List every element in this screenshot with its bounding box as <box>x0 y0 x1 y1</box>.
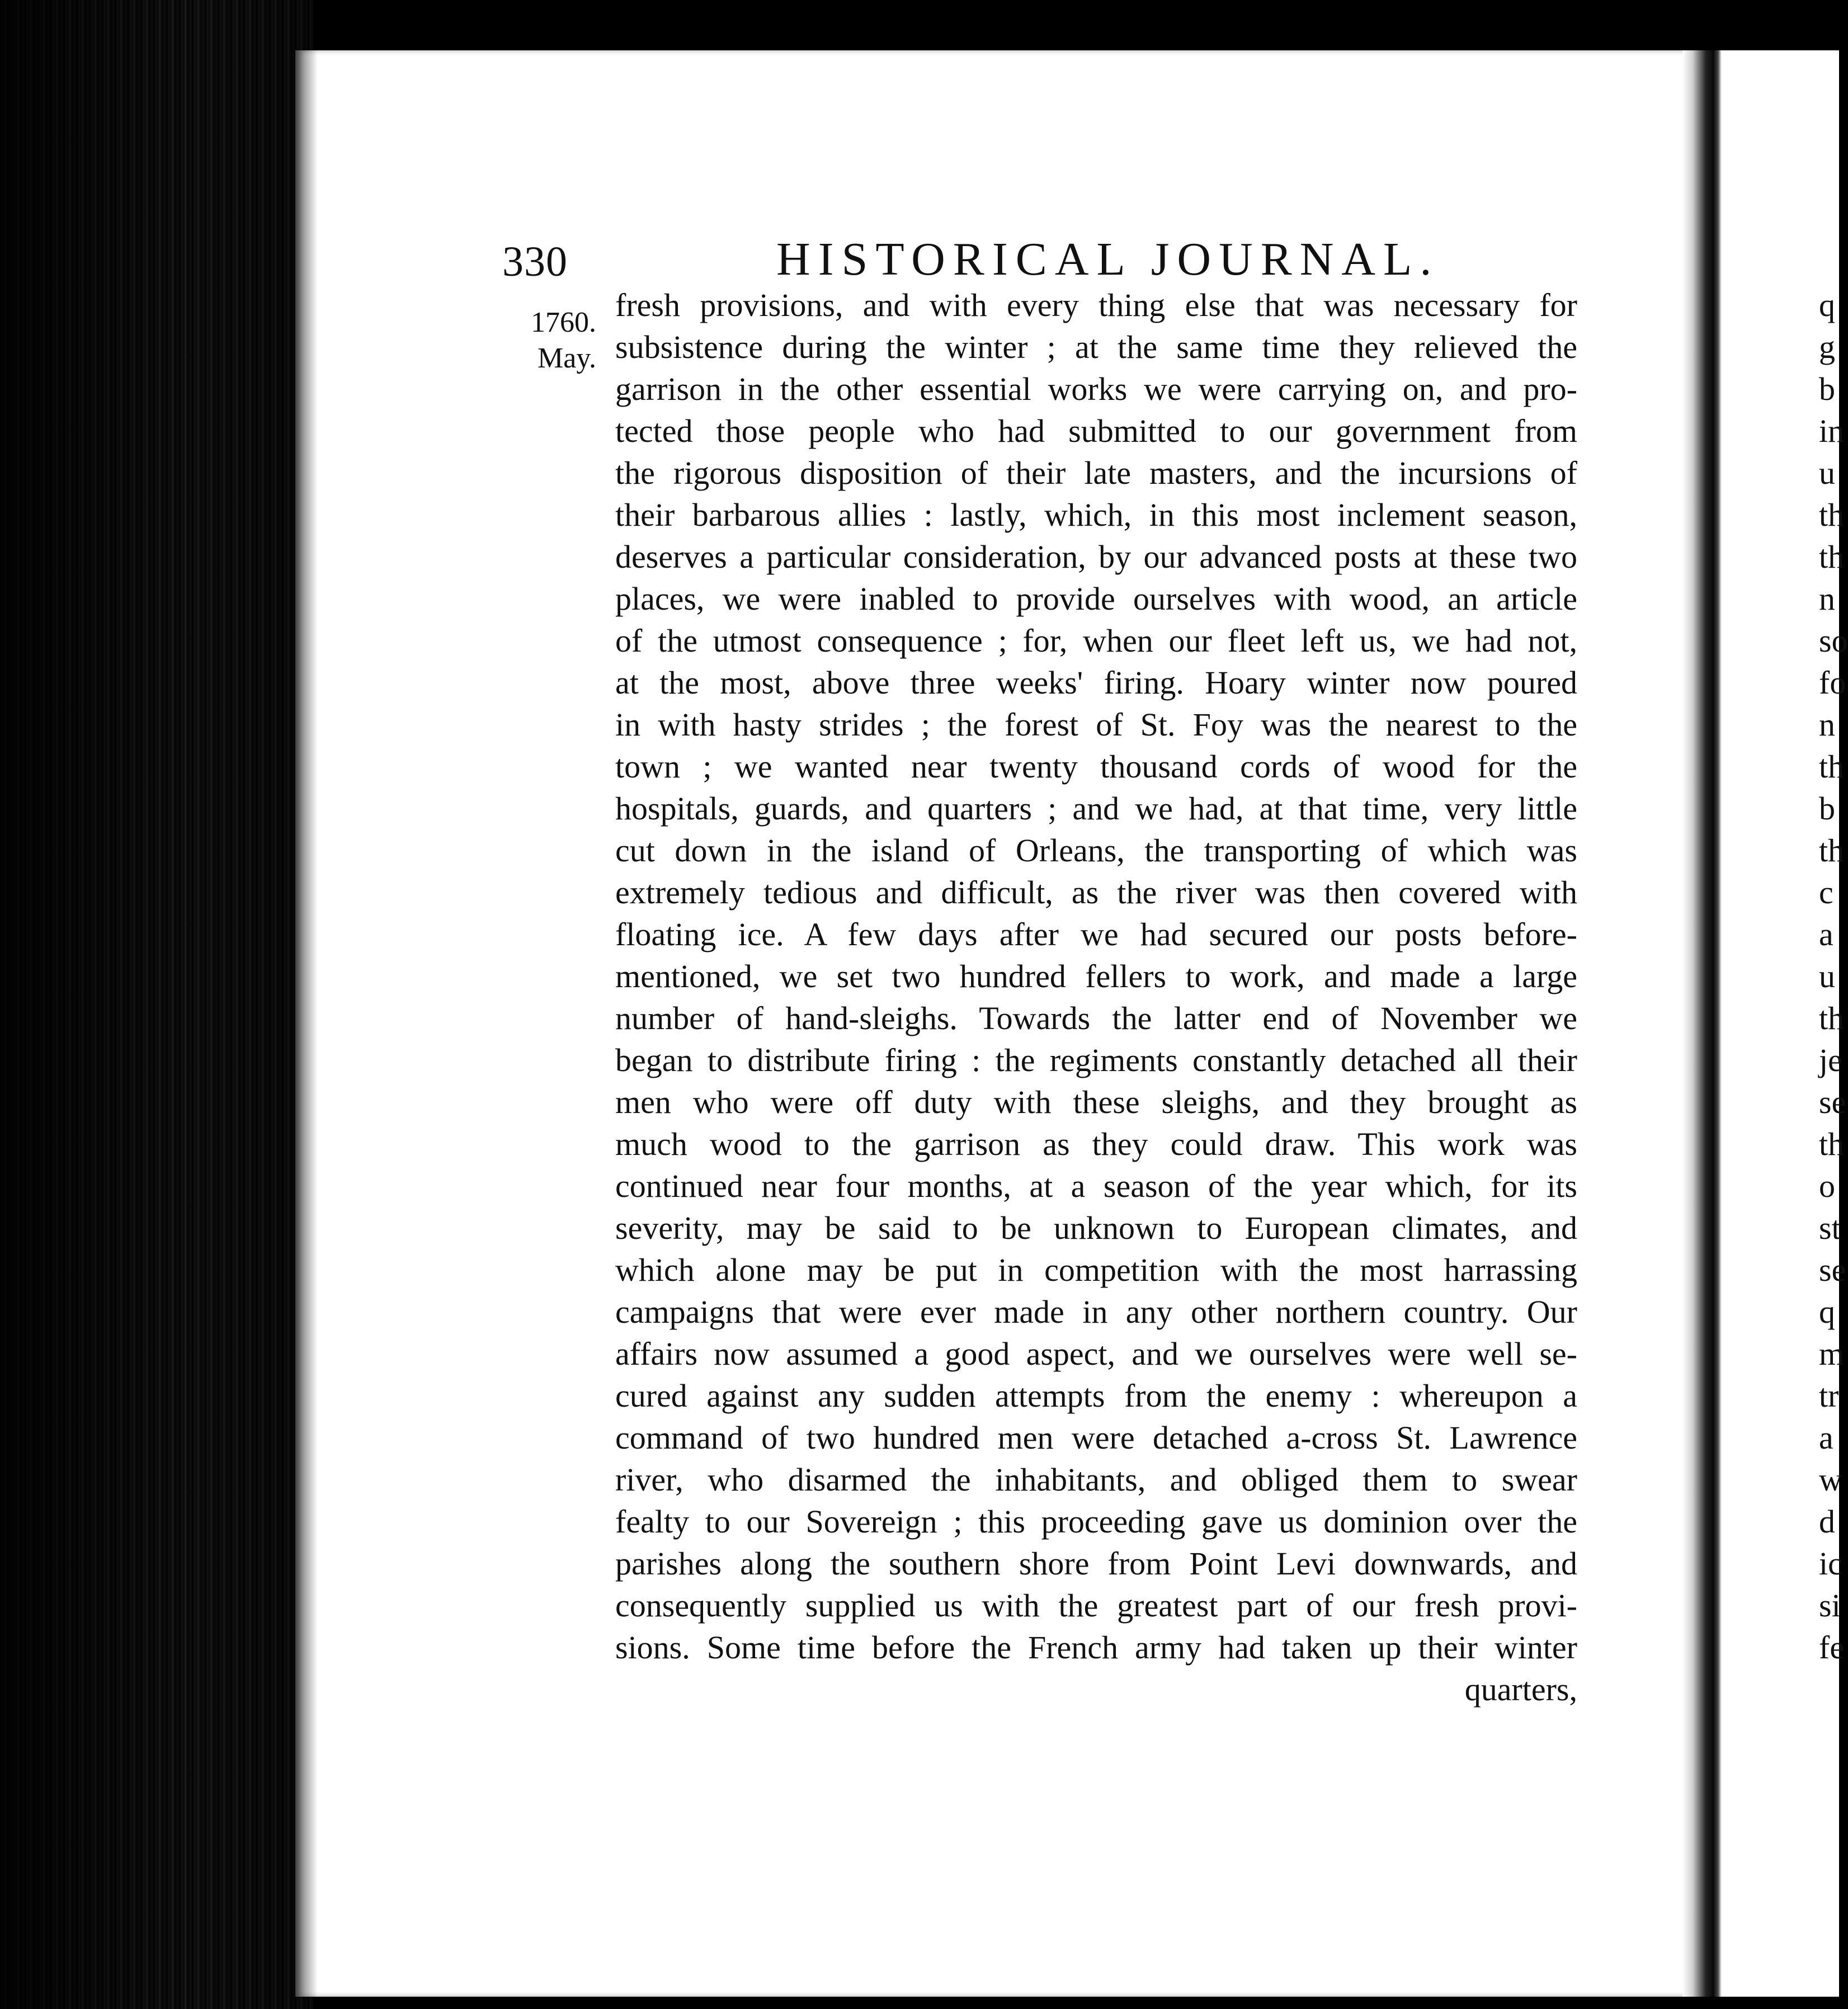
page-inner-shadow <box>295 50 318 1997</box>
text-line: severity, may be said to be unknown to European climates, and <box>615 1210 1577 1246</box>
text-line: hospitals, guards, and quarters ; and we had, at that time, very little <box>615 790 1577 827</box>
facing-line-start: o <box>1819 1168 1835 1204</box>
text-line: sions. Some time before the French army had taken up their winter <box>615 1629 1577 1666</box>
text-line: of the utmost consequence ; for, when our fleet left us, we had not, <box>615 622 1577 659</box>
facing-line-start: a <box>1819 916 1833 952</box>
facing-line-start: si <box>1819 1587 1841 1624</box>
facing-line-start: fo <box>1819 664 1846 701</box>
margin-note-year: 1760. <box>531 306 596 338</box>
text-line: their barbarous allies : lastly, which, in this most inclement season, <box>615 497 1577 533</box>
running-head: HISTORICAL JOURNAL. <box>776 233 1440 285</box>
facing-line-start: d <box>1819 1503 1835 1540</box>
facing-line-start: ic <box>1819 1545 1842 1582</box>
spine-shadow <box>0 0 313 2009</box>
facing-line-start: th <box>1819 539 1845 575</box>
facing-line-start: q <box>1819 287 1835 323</box>
body-text <box>615 284 1577 1710</box>
facing-line-start: u <box>1819 455 1835 491</box>
text-line: cured against any sudden attempts from the enemy : whereupon a <box>615 1378 1577 1414</box>
text-line: the rigorous disposition of their late masters, and the incursions of <box>615 455 1577 491</box>
text-line: cut down in the island of Orleans, the transporting of which was <box>615 832 1577 869</box>
text-line: consequently supplied us with the greatest part of our fresh provi- <box>615 1587 1577 1624</box>
facing-line-start: fe <box>1819 1629 1845 1666</box>
facing-line-start: th <box>1819 748 1845 785</box>
text-line: fresh provisions, and with every thing else that was necessary for <box>615 287 1577 323</box>
facing-line-start: se <box>1819 1252 1846 1288</box>
text-line: river, who disarmed the inhabitants, and obliged them to swear <box>615 1461 1577 1498</box>
text-line: places, we were inabled to provide ourselves with wood, an article <box>615 581 1577 617</box>
facing-line-start: g <box>1819 329 1835 365</box>
text-line: at the most, above three weeks' firing. Hoary winter now poured <box>615 664 1577 701</box>
page-number: 330 <box>502 238 568 285</box>
facing-line-start: se <box>1819 1084 1846 1120</box>
catchword: quarters, <box>1464 1671 1577 1708</box>
facing-line-start: n <box>1819 706 1835 743</box>
facing-line-start: w <box>1819 1461 1842 1498</box>
facing-line-start: u <box>1819 958 1835 994</box>
text-line: deserves a particular consideration, by our advanced posts at these two <box>615 539 1577 575</box>
facing-line-start: c <box>1819 874 1833 911</box>
facing-page-text <box>1819 284 1848 1668</box>
text-line: which alone may be put in competition with the most harrassing <box>615 1252 1577 1288</box>
facing-line-start: st <box>1819 1210 1841 1246</box>
facing-line-start: b <box>1819 790 1835 827</box>
text-line: continued near four months, at a season of the year which, for its <box>615 1168 1577 1204</box>
margin-note <box>501 305 596 376</box>
facing-line-start: th <box>1819 1000 1845 1036</box>
book-gutter <box>1682 50 1716 1997</box>
facing-line-start: m <box>1819 1336 1845 1372</box>
facing-line-start: je <box>1819 1042 1842 1078</box>
text-line: began to distribute firing : the regiments constantly detached all their <box>615 1042 1577 1078</box>
facing-line-start: b <box>1819 371 1835 407</box>
text-line: mentioned, we set two hundred fellers to work, and made a large <box>615 958 1577 994</box>
facing-line-start: n <box>1819 581 1835 617</box>
text-line: men who were off duty with these sleighs, and they brought as <box>615 1084 1577 1120</box>
facing-line-start: q <box>1819 1294 1835 1330</box>
text-line: fealty to our Sovereign ; this proceeding gave us dominion over the <box>615 1503 1577 1540</box>
facing-page-edge <box>1713 50 1722 1997</box>
facing-line-start: so <box>1819 622 1848 659</box>
text-line: number of hand-sleighs. Towards the latter end of November we <box>615 1000 1577 1036</box>
text-line: garrison in the other essential works we were carrying on, and pro- <box>615 371 1577 407</box>
text-line: subsistence during the winter ; at the same time they relieved the <box>615 329 1577 365</box>
text-line: parishes along the southern shore from Point Levi downwards, and <box>615 1545 1577 1582</box>
facing-line-start: in <box>1819 413 1845 449</box>
text-line: extremely tedious and difficult, as the river was then covered with <box>615 874 1577 911</box>
text-line: town ; we wanted near twenty thousand cords of wood for the <box>615 748 1577 785</box>
facing-line-start: tr <box>1819 1378 1839 1414</box>
facing-line-start: th <box>1819 832 1845 869</box>
margin-note-month: May. <box>538 342 596 374</box>
facing-line-start: th <box>1819 497 1845 533</box>
text-line: command of two hundred men were detached a-cross St. Lawrence <box>615 1419 1577 1456</box>
text-line: tected those people who had submitted to our government from <box>615 413 1577 449</box>
text-line: floating ice. A few days after we had secured our posts before- <box>615 916 1577 952</box>
text-line: affairs now assumed a good aspect, and we ourselves were well se- <box>615 1336 1577 1372</box>
text-line: in with hasty strides ; the forest of St. Foy was the nearest to the <box>615 706 1577 743</box>
text-line: much wood to the garrison as they could draw. This work was <box>615 1126 1577 1162</box>
facing-line-start: th <box>1819 1126 1845 1162</box>
facing-line-start: a <box>1819 1419 1833 1456</box>
text-line: campaigns that were ever made in any other northern country. Our <box>615 1294 1577 1330</box>
